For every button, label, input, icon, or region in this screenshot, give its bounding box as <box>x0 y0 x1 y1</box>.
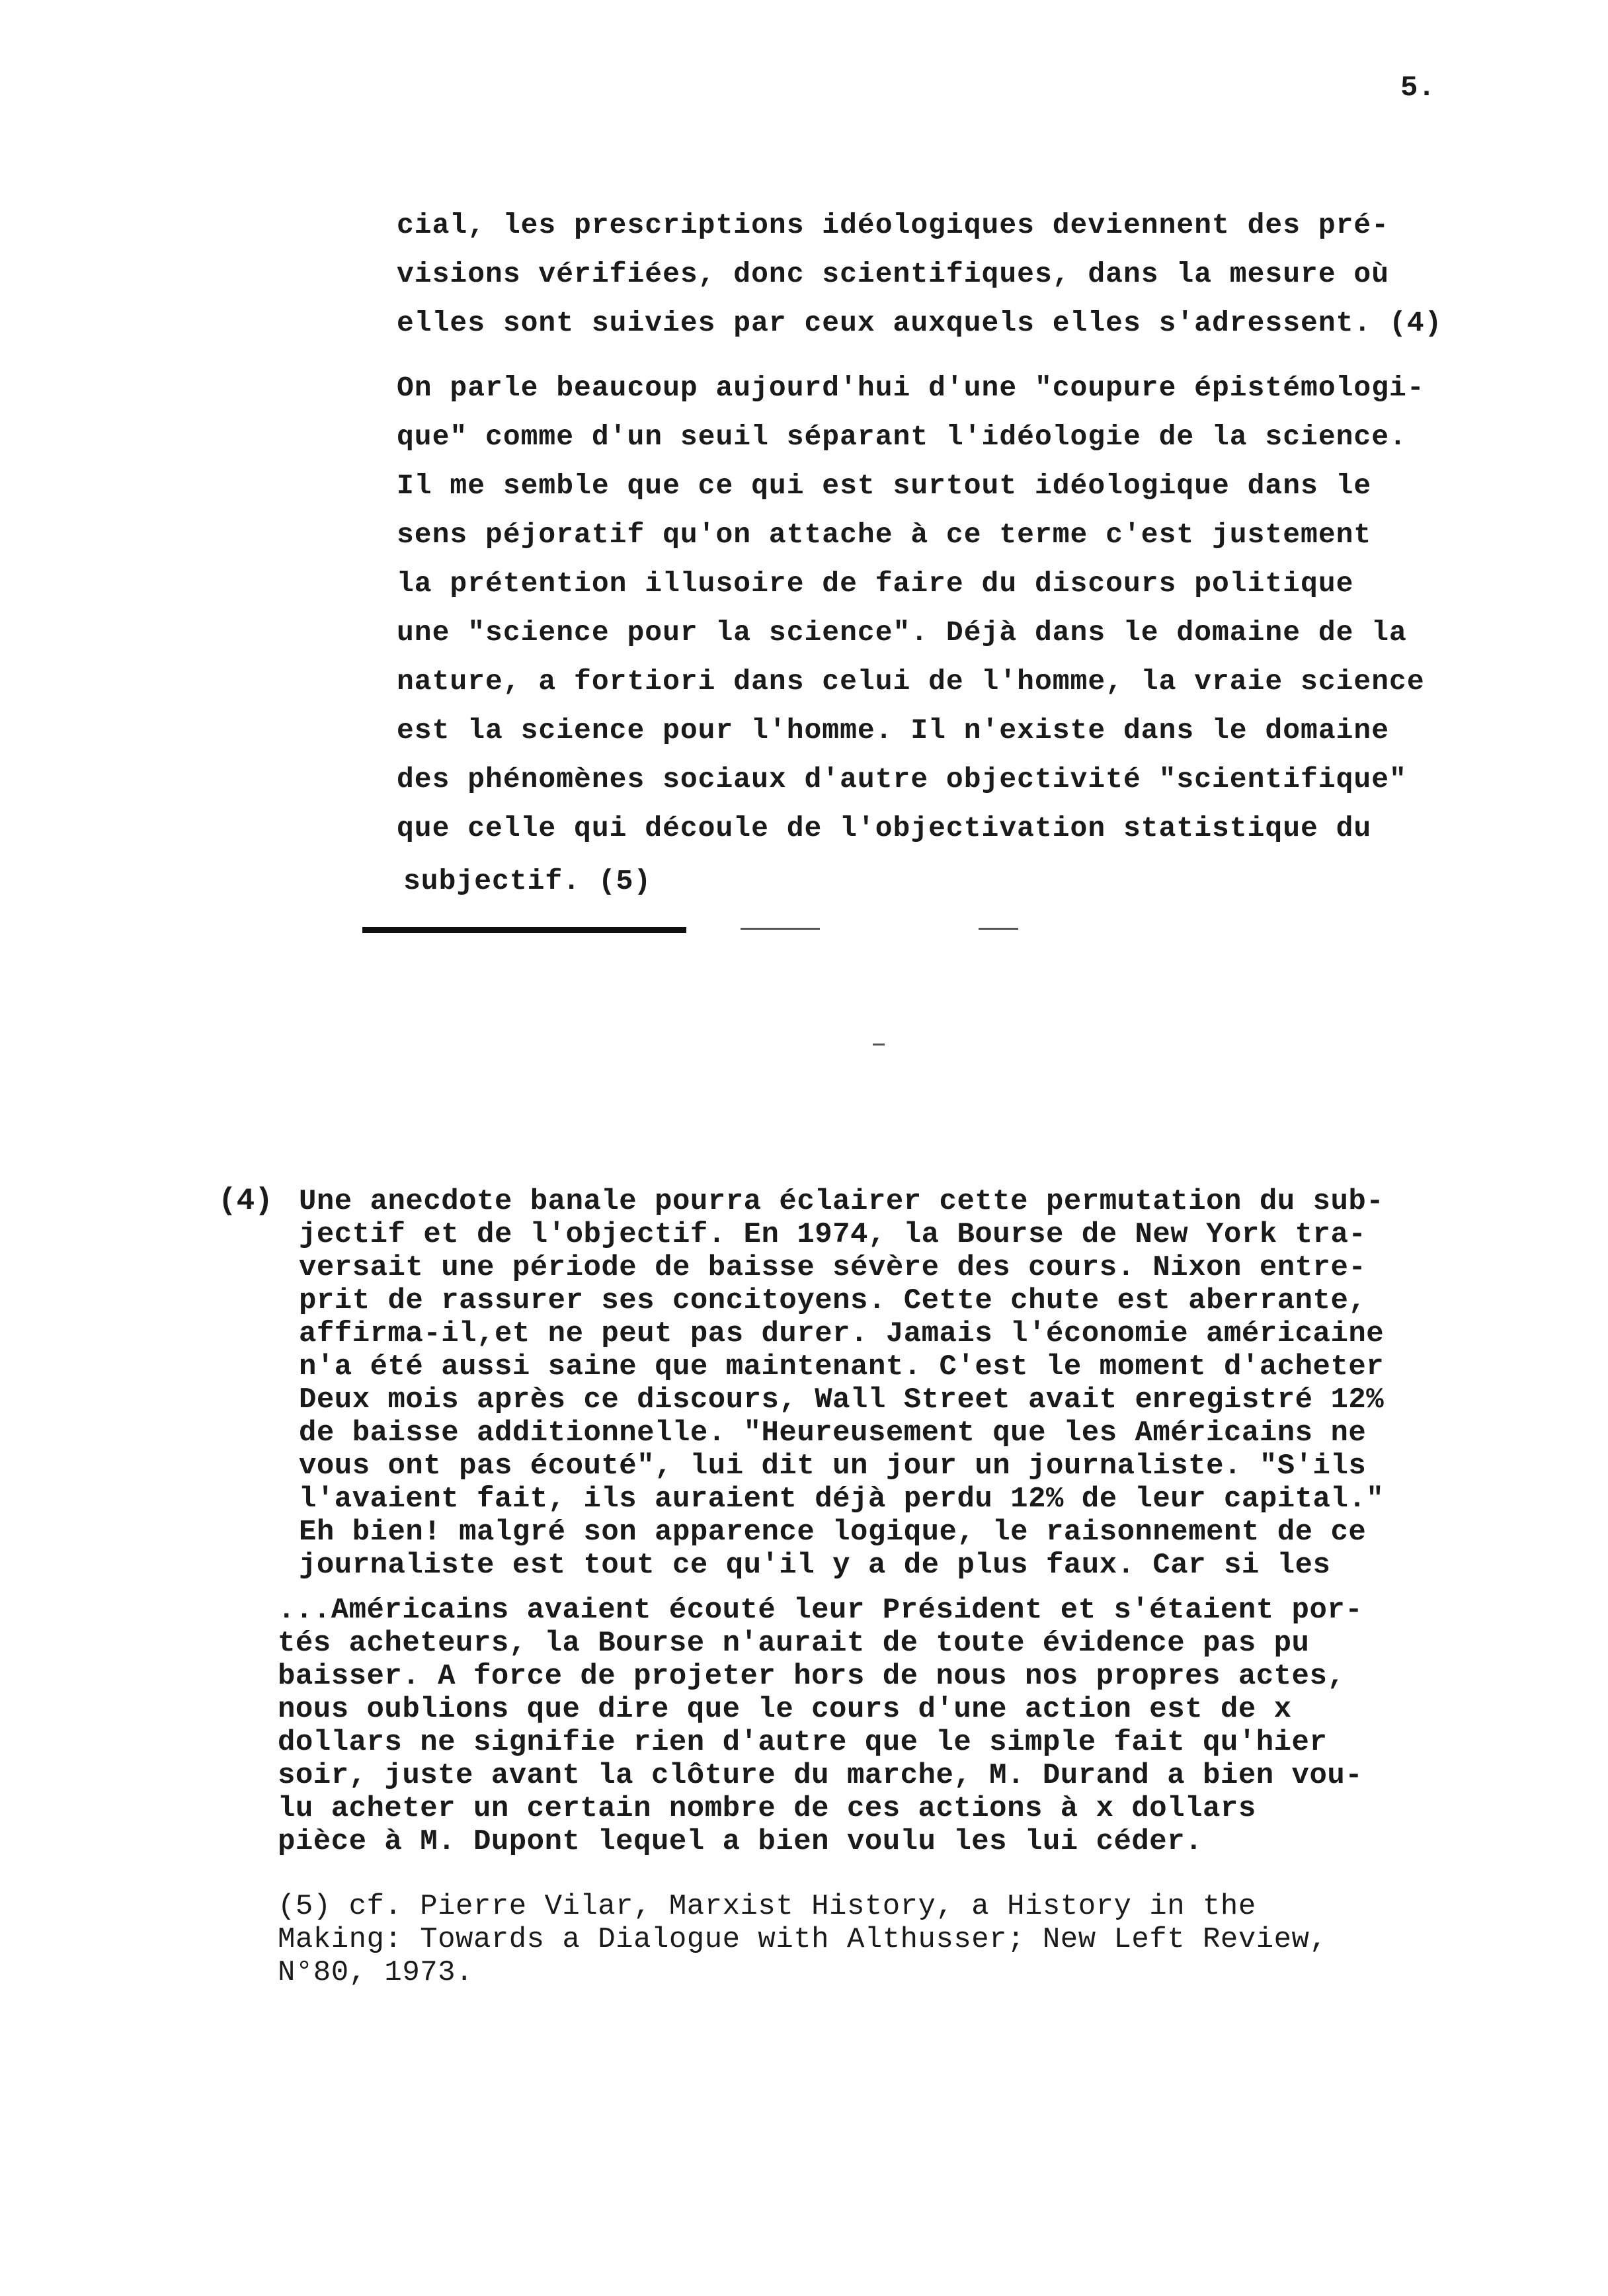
scan-speck <box>873 1044 885 1046</box>
footnote-separator <box>362 927 686 933</box>
footnote-line: Making: Towards a Dialogue with Althusser; New Left Review, <box>278 1923 1328 1956</box>
body-line: des phénomènes sociaux d'autre objectivité "scientifique" <box>397 763 1407 796</box>
footnote-line: Deux mois après ce discours, Wall Street avait enregistré 12% <box>299 1383 1385 1416</box>
scan-speck <box>741 928 820 930</box>
body-line: une "science pour la science". Déjà dans le domaine de la <box>397 616 1407 649</box>
footnote-4-marker: (4) <box>218 1184 273 1218</box>
footnote-line: journaliste est tout ce qu'il y a de plus faux. Car si les <box>299 1549 1331 1582</box>
body-line: visions vérifiées, donc scientifiques, dans la mesure où <box>397 258 1390 290</box>
body-line: On parle beaucoup aujourd'hui d'une "coupure épistémologi- <box>397 372 1425 404</box>
footnote-line: Une anecdote banale pourra éclairer cette permutation du sub- <box>299 1185 1385 1218</box>
footnote-line: n'a été aussi saine que maintenant. C'est le moment d'acheter <box>299 1350 1385 1383</box>
footnote-line: Eh bien! malgré son apparence logique, le raisonnement de ce <box>299 1516 1367 1549</box>
footnote-line: N°80, 1973. <box>278 1956 473 1989</box>
footnote-line: l'avaient fait, ils auraient déjà perdu 12% de leur capital." <box>299 1483 1385 1516</box>
footnote-line: nous oublions que dire que le cours d'une action est de x <box>278 1693 1292 1726</box>
footnote-line: versait une période de baisse sévère des cours. Nixon entre- <box>299 1251 1367 1284</box>
page-number: 5. <box>1400 71 1435 104</box>
footnote-line: dollars ne signifie rien d'autre que le simple fait qu'hier <box>278 1726 1328 1759</box>
footnote-line: pièce à M. Dupont lequel a bien voulu les lui céder. <box>278 1825 1203 1858</box>
footnote-line: lu acheter un certain nombre de ces actions à x dollars <box>278 1792 1256 1825</box>
body-line: subjectif. (5) <box>403 865 652 897</box>
footnote-line: tés acheteurs, la Bourse n'aurait de toute évidence pas pu <box>278 1627 1310 1660</box>
body-line: que celle qui découle de l'objectivation statistique du <box>397 812 1372 844</box>
scan-speck <box>979 928 1018 930</box>
body-line: sens péjoratif qu'on attache à ce terme c'est justement <box>397 518 1372 551</box>
footnote-line: de baisse additionnelle. "Heureusement que les Américains ne <box>299 1416 1367 1450</box>
footnote-line: ...Américains avaient écouté leur Président et s'étaient por- <box>278 1594 1363 1627</box>
body-line: que" comme d'un seuil séparant l'idéologie de la science. <box>397 421 1407 453</box>
body-line: la prétention illusoire de faire du discours politique <box>397 567 1354 600</box>
body-line: est la science pour l'homme. Il n'existe dans le domaine <box>397 714 1390 747</box>
footnote-line: soir, juste avant la clôture du marche, M. Durand a bien vou- <box>278 1759 1363 1792</box>
body-line: cial, les prescriptions idéologiques deviennent des pré- <box>397 209 1390 241</box>
footnote-line: baisser. A force de projeter hors de nous nos propres actes, <box>278 1660 1346 1693</box>
footnote-line: jectif et de l'objectif. En 1974, la Bourse de New York tra- <box>299 1218 1367 1251</box>
footnote-line: prit de rassurer ses concitoyens. Cette chute est aberrante, <box>299 1284 1367 1317</box>
footnote-line: (5) cf. Pierre Vilar, Marxist History, a History in the <box>278 1890 1256 1923</box>
body-line: elles sont suivies par ceux auxquels elles s'adressent. (4) <box>397 307 1443 339</box>
body-line: Il me semble que ce qui est surtout idéologique dans le <box>397 470 1372 502</box>
footnote-line: vous ont pas écouté", lui dit un jour un journaliste. "S'ils <box>299 1450 1367 1483</box>
footnote-line: affirma-il,et ne peut pas durer. Jamais l'économie américaine <box>299 1317 1385 1350</box>
body-line: nature, a fortiori dans celui de l'homme, la vraie science <box>397 665 1425 698</box>
